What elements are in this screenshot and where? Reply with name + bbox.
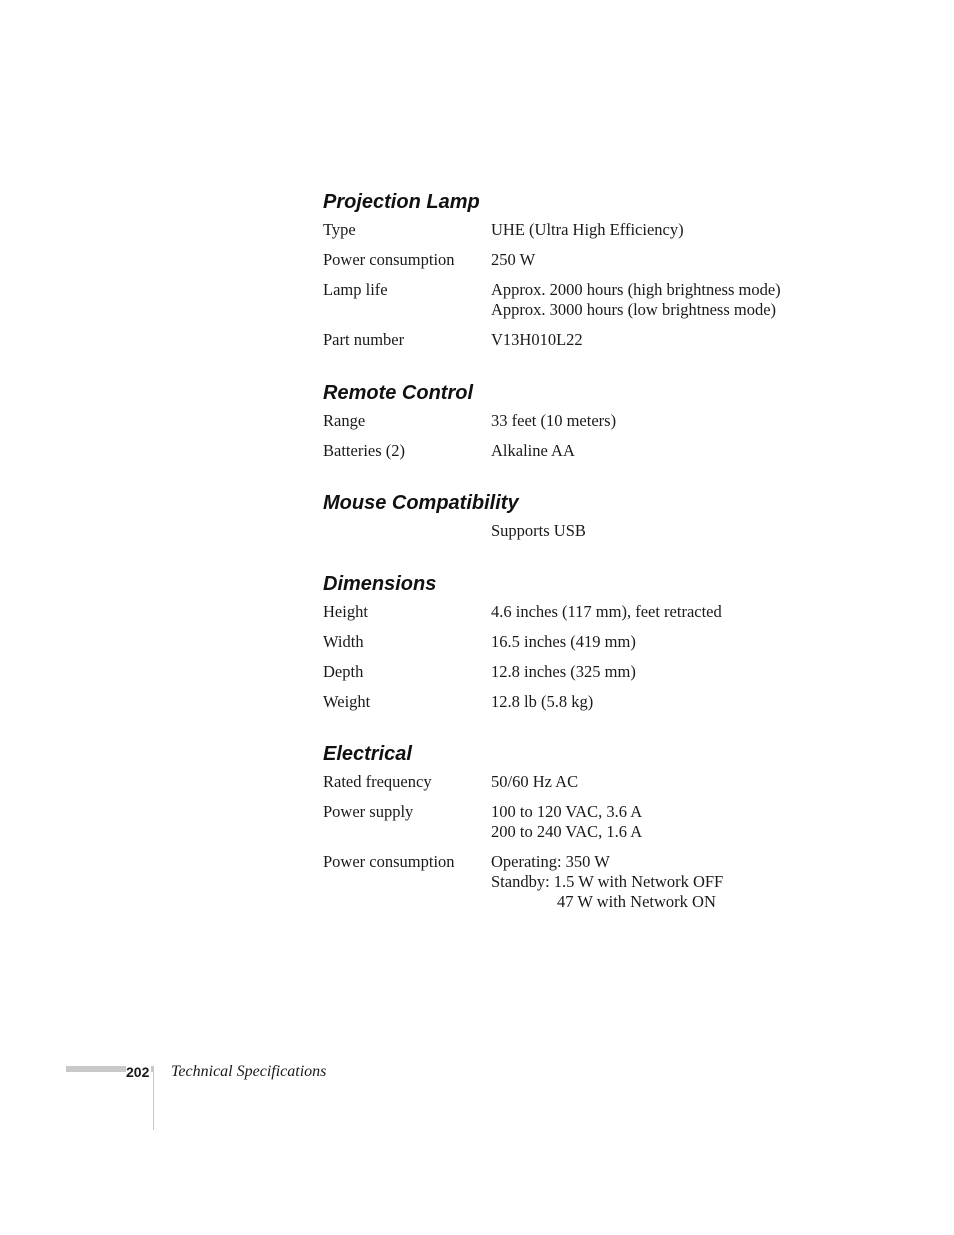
spec-row [323, 772, 883, 792]
spec-value: V13H010L22 [491, 330, 583, 349]
spec-row [323, 330, 883, 350]
spec-label: Depth [323, 662, 364, 681]
section-projection-lamp [323, 190, 883, 360]
spec-value: UHE (Ultra High Efficiency) [491, 220, 684, 239]
spec-value: 33 feet (10 meters) [491, 411, 617, 430]
section-dimensions [323, 572, 883, 722]
spec-value: 100 to 120 VAC, 3.6 A 200 to 240 VAC, 1.6 A [491, 802, 643, 841]
section-heading: Dimensions [323, 573, 437, 595]
section-mouse-compatibility [323, 491, 883, 551]
spec-label: Width [323, 632, 364, 651]
spec-value: 250 W [491, 250, 536, 269]
spec-row [323, 602, 883, 622]
spec-row [323, 280, 883, 320]
spec-label: Range [323, 411, 366, 430]
spec-row [323, 632, 883, 652]
spec-label: Batteries (2) [323, 441, 406, 460]
spec-label: Power consumption [323, 852, 455, 871]
spec-value: 16.5 inches (419 mm) [491, 632, 636, 651]
spec-row [323, 250, 883, 270]
section-heading: Projection Lamp [323, 191, 480, 213]
section-heading: Electrical [323, 743, 412, 765]
spec-label: Rated frequency [323, 772, 432, 791]
spec-row [323, 441, 883, 461]
footer-divider [153, 1066, 154, 1130]
spec-row [323, 411, 883, 431]
spec-label: Weight [323, 692, 371, 711]
spec-value: Operating: 350 W Standby: 1.5 W with Network OFF 47 W with Network ON [491, 852, 724, 911]
spec-label: Power supply [323, 802, 414, 821]
spec-label: Lamp life [323, 280, 388, 299]
spec-row [323, 852, 883, 912]
spec-value: Supports USB [491, 521, 586, 540]
spec-value: 12.8 inches (325 mm) [491, 662, 636, 681]
section-remote-control [323, 381, 883, 471]
page-number: 202 [126, 1064, 150, 1080]
footer-title: Technical Specifications [171, 1063, 327, 1080]
spec-row [323, 662, 883, 682]
spec-label [323, 521, 491, 541]
spec-value: Approx. 2000 hours (high brightness mode) Approx. 3000 hours (low brightness mode) [491, 280, 781, 319]
spec-label: Power consumption [323, 250, 455, 269]
section-heading: Remote Control [323, 382, 473, 404]
spec-row [323, 692, 883, 712]
spec-label: Type [323, 220, 356, 239]
section-electrical [323, 742, 883, 922]
spec-value: 50/60 Hz AC [491, 772, 579, 791]
spec-label: Height [323, 602, 368, 621]
spec-value: 12.8 lb (5.8 kg) [491, 692, 594, 711]
spec-row [323, 220, 883, 240]
spec-row [323, 521, 883, 541]
section-heading: Mouse Compatibility [323, 492, 519, 514]
spec-row [323, 802, 883, 842]
spec-value: Alkaline AA [491, 441, 575, 460]
spec-value: 4.6 inches (117 mm), feet retracted [491, 602, 722, 621]
spec-label: Part number [323, 330, 405, 349]
